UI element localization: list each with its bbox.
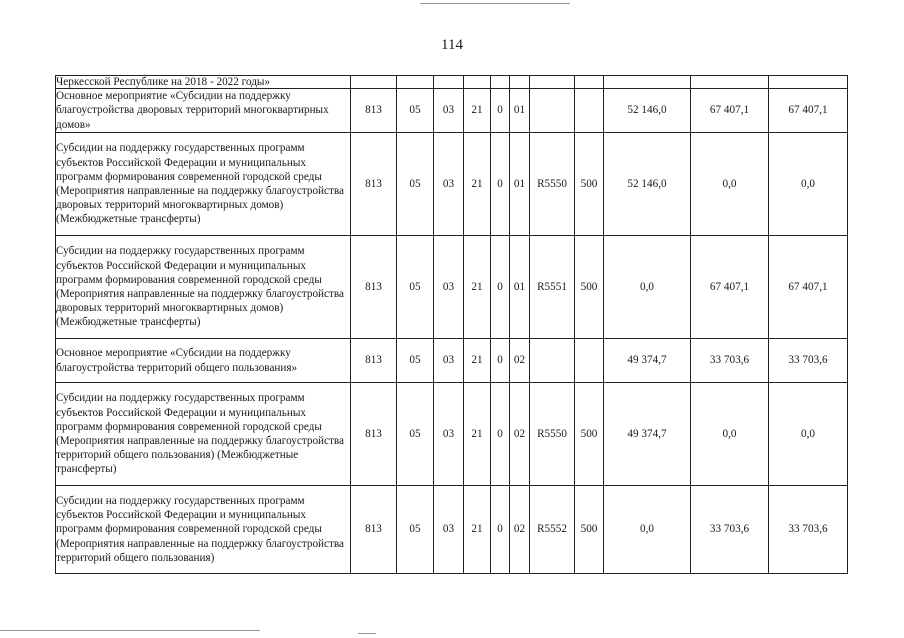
cell-pr: 03 — [434, 133, 464, 236]
cell-description — [56, 383, 351, 486]
cell-pr: 03 — [434, 383, 464, 486]
cell-cs-event: 02 — [510, 339, 530, 383]
table-row — [56, 76, 848, 89]
scan-artifact-bottom-2 — [358, 633, 376, 634]
cell-amount-year1: 0,0 — [604, 236, 691, 339]
cell-vr: 500 — [575, 133, 604, 236]
cell-description — [56, 236, 351, 339]
cell-gr — [351, 76, 397, 89]
cell-cs-program — [464, 76, 491, 89]
description-text: Основное мероприятие «Субсидии на поддержку благоустройства дворовых территорий многоквартирных домов» — [56, 90, 329, 131]
cell-amount-year1: 52 146,0 — [604, 89, 691, 133]
cell-rz — [397, 76, 434, 89]
cell-cs-program: 21 — [464, 236, 491, 339]
cell-cs-event — [510, 76, 530, 89]
cell-amount-year3: 67 407,1 — [769, 89, 848, 133]
cell-vr — [575, 339, 604, 383]
cell-amount-year1 — [604, 76, 691, 89]
description-text: Субсидии на поддержку государственных программ субъектов Российской Федерации и муниципальных программ формирования современной городской среды (Мероприятия направленные на поддержку благоустройства территорий общего пользования) (Межбюджетные трансферты) — [56, 392, 344, 476]
page-number: 114 — [441, 37, 463, 53]
cell-cs-direction: R5551 — [530, 236, 575, 339]
cell-rz: 05 — [397, 236, 434, 339]
cell-cs-direction — [530, 76, 575, 89]
cell-amount-year2 — [691, 76, 769, 89]
cell-gr: 813 — [351, 383, 397, 486]
cell-gr: 813 — [351, 486, 397, 574]
cell-vr — [575, 89, 604, 133]
cell-cs-direction: R5550 — [530, 383, 575, 486]
scan-artifact-bottom — [0, 630, 260, 631]
cell-amount-year3: 0,0 — [769, 133, 848, 236]
description-text: Черкесской Республике на 2018 - 2022 годы» — [56, 76, 271, 88]
cell-amount-year3: 67 407,1 — [769, 236, 848, 339]
cell-amount-year2: 67 407,1 — [691, 236, 769, 339]
table-row — [56, 89, 848, 133]
cell-pr: 03 — [434, 486, 464, 574]
cell-description — [56, 486, 351, 574]
cell-cs-subprogram: 0 — [491, 486, 510, 574]
cell-amount-year1: 52 146,0 — [604, 133, 691, 236]
cell-amount-year3: 0,0 — [769, 383, 848, 486]
cell-cs-program: 21 — [464, 133, 491, 236]
cell-pr: 03 — [434, 89, 464, 133]
cell-vr: 500 — [575, 486, 604, 574]
description-text: Основное мероприятие «Субсидии на поддержку благоустройства территорий общего пользования» — [56, 347, 298, 374]
cell-cs-subprogram: 0 — [491, 383, 510, 486]
cell-description — [56, 76, 351, 89]
cell-cs-direction: R5550 — [530, 133, 575, 236]
cell-amount-year1: 49 374,7 — [604, 339, 691, 383]
budget-table — [55, 75, 848, 574]
cell-cs-direction: R5552 — [530, 486, 575, 574]
cell-rz: 05 — [397, 383, 434, 486]
cell-cs-program: 21 — [464, 339, 491, 383]
description-text: Субсидии на поддержку государственных программ субъектов Российской Федерации и муниципальных программ формирования современной городской среды (Мероприятия направленные на поддержку благоустройства дворовых территорий многоквартирных домов) (Межбюджетные трансферты) — [56, 142, 344, 226]
scan-artifact-top — [420, 3, 570, 4]
cell-cs-event: 02 — [510, 486, 530, 574]
table-row — [56, 339, 848, 383]
cell-gr: 813 — [351, 236, 397, 339]
cell-amount-year3: 33 703,6 — [769, 339, 848, 383]
cell-vr: 500 — [575, 383, 604, 486]
cell-description — [56, 339, 351, 383]
description-text: Субсидии на поддержку государственных программ субъектов Российской Федерации и муниципальных программ формирования современной городской среды (Мероприятия направленные на поддержку благоустройства территорий общего пользования) — [56, 494, 344, 564]
cell-cs-subprogram: 0 — [491, 89, 510, 133]
cell-cs-event: 01 — [510, 89, 530, 133]
cell-gr: 813 — [351, 89, 397, 133]
cell-pr: 03 — [434, 236, 464, 339]
cell-cs-event: 01 — [510, 236, 530, 339]
cell-cs-event: 01 — [510, 133, 530, 236]
cell-amount-year2: 0,0 — [691, 383, 769, 486]
cell-rz: 05 — [397, 486, 434, 574]
cell-cs-subprogram: 0 — [491, 133, 510, 236]
table-row — [56, 133, 848, 236]
cell-pr — [434, 76, 464, 89]
cell-vr — [575, 76, 604, 89]
table-body — [56, 76, 848, 574]
cell-amount-year2: 0,0 — [691, 133, 769, 236]
cell-amount-year3 — [769, 76, 848, 89]
cell-rz: 05 — [397, 89, 434, 133]
cell-amount-year2: 33 703,6 — [691, 486, 769, 574]
cell-gr: 813 — [351, 339, 397, 383]
cell-amount-year3: 33 703,6 — [769, 486, 848, 574]
cell-amount-year1: 0,0 — [604, 486, 691, 574]
cell-cs-program: 21 — [464, 486, 491, 574]
cell-cs-program: 21 — [464, 383, 491, 486]
cell-vr: 500 — [575, 236, 604, 339]
cell-amount-year2: 67 407,1 — [691, 89, 769, 133]
description-text: Субсидии на поддержку государственных программ субъектов Российской Федерации и муниципальных программ формирования современной городской среды (Мероприятия направленные на поддержку благоустройства дворовых территорий многоквартирных домов) (Межбюджетные трансферты) — [56, 245, 344, 329]
cell-cs-direction — [530, 89, 575, 133]
cell-description — [56, 89, 351, 133]
table-row — [56, 486, 848, 574]
cell-amount-year1: 49 374,7 — [604, 383, 691, 486]
table-row — [56, 383, 848, 486]
cell-cs-program: 21 — [464, 89, 491, 133]
table-row — [56, 236, 848, 339]
cell-description — [56, 133, 351, 236]
cell-pr: 03 — [434, 339, 464, 383]
cell-cs-event: 02 — [510, 383, 530, 486]
cell-cs-subprogram — [491, 76, 510, 89]
cell-cs-subprogram: 0 — [491, 236, 510, 339]
cell-amount-year2: 33 703,6 — [691, 339, 769, 383]
cell-cs-direction — [530, 339, 575, 383]
cell-rz: 05 — [397, 339, 434, 383]
cell-rz: 05 — [397, 133, 434, 236]
cell-cs-subprogram: 0 — [491, 339, 510, 383]
cell-gr: 813 — [351, 133, 397, 236]
